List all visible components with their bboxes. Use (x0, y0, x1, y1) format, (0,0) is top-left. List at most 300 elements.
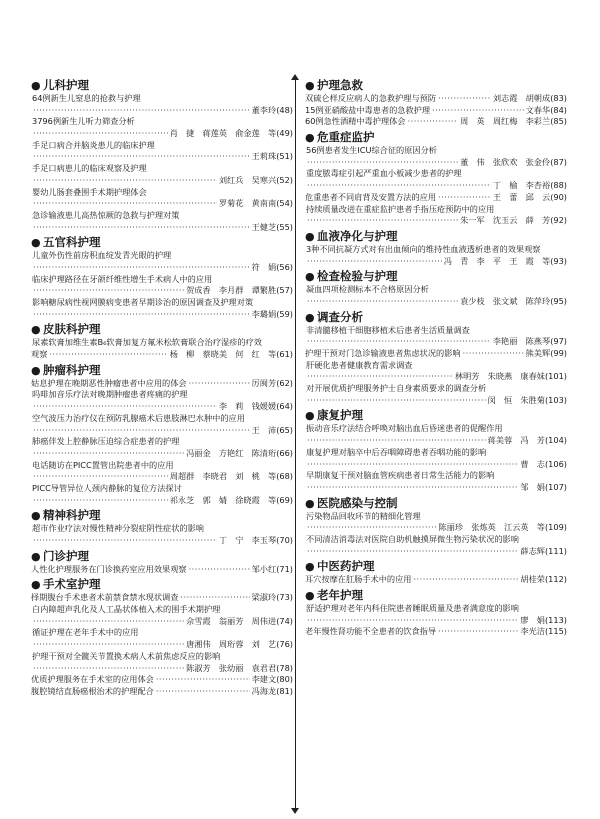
section-heading (31, 362, 293, 378)
section-heading (31, 576, 293, 592)
entry-title: 56例患者发生ICU综合征的原因分析 (306, 145, 437, 156)
toc-entry (305, 360, 567, 383)
entry-line-with-author (305, 626, 567, 638)
bullet-icon: ● (31, 79, 41, 92)
entry-title: 60例急性酒精中毒护理体会 (305, 116, 406, 127)
dot-leader (307, 371, 453, 383)
section-heading (305, 77, 567, 93)
entry-authors: 丁 宁 李玉琴 (218, 535, 277, 545)
section-heading-text: 危重症监护 (317, 130, 375, 145)
section-heading-text: 五官科护理 (43, 235, 101, 250)
entry-authors: 王莉珠 (251, 151, 277, 162)
entry-title: 3796例新生儿听力筛查分析 (32, 116, 135, 127)
entry-authors: 董 伟 张欣欢 张金伶 (460, 156, 551, 167)
dot-leader (33, 663, 184, 675)
entry-title: 手足口病患儿的临床观察及护理 (32, 163, 147, 174)
dot-leader (307, 546, 518, 558)
section-heading (305, 268, 567, 284)
entry-authors: 冯 青 李 平 王 霞 等 (443, 255, 551, 266)
toc-entry (31, 187, 293, 210)
entry-page-number: (85) (550, 116, 567, 127)
bullet-icon: ● (305, 310, 315, 324)
entry-author-line (305, 459, 567, 471)
toc-entry (31, 627, 293, 650)
entry-authors: 王健芝 (251, 221, 277, 232)
entry-page-number: (87) (550, 156, 567, 167)
entry-title: 空气波压力治疗仪在预防乳腺癌术后患肢淋巴水肿中的应用 (32, 412, 245, 423)
entry-author-line (31, 175, 293, 187)
dot-leader (33, 175, 217, 187)
entry-page-number: (81) (276, 685, 293, 696)
entry-authors: 李璐娟 (251, 308, 277, 319)
entry-authors: 刘红兵 吴寒兴 (218, 174, 277, 185)
entry-line-with-author (31, 592, 293, 604)
entry-title: 儿童外伤性前房积血绽发青光眼的护理 (32, 250, 172, 261)
bullet-icon: ● (31, 549, 41, 563)
entry-authors: 梁淑玲 (251, 592, 277, 603)
entry-title: 白内障超声乳化及人工晶状体植入术的围手术期护理 (32, 604, 221, 615)
entry-author-line (31, 222, 293, 234)
dot-leader (33, 616, 184, 628)
entry-title: 急诊输液患儿高热惊厥的急救与护理对策 (32, 209, 180, 220)
dot-leader (307, 482, 518, 494)
entry-title: 凝血四项检测标本不合格原因分析 (306, 284, 429, 295)
entry-authors: 王 蕾 邱 云 (492, 191, 551, 202)
entry-page-number: (106) (544, 458, 567, 469)
entry-line-with-author (31, 686, 293, 698)
entry-page-number: (48) (276, 104, 293, 115)
dot-leader (307, 522, 437, 534)
toc-section (305, 268, 567, 307)
dot-leader (33, 262, 250, 274)
entry-title: 循证护理在老年手术中的应用 (32, 627, 139, 638)
section-heading-text: 皮肤科护理 (43, 322, 101, 337)
entry-title: 对开展优质护理服务护士自身素质要求的调查分析 (306, 383, 487, 394)
toc-entry (31, 378, 293, 390)
dot-leader (307, 615, 518, 627)
entry-author-line (31, 401, 293, 413)
entry-author-line (305, 157, 567, 169)
entry-authors: 陈淑芳 张幼丽 袁君君 (186, 662, 277, 673)
entry-page-number: (95) (550, 295, 567, 306)
entry-author-line (305, 336, 567, 348)
toc-section (31, 77, 293, 233)
entry-authors: 朱一军 沈玉云 薛 芳 (460, 215, 551, 226)
entry-title: 早期康复干预对脑血管疾病患者日常生活能力的影响 (306, 470, 495, 481)
entry-title: 姑息护理在晚期恶性肿瘤患者中应用的体会 (31, 377, 187, 388)
dot-leader (33, 639, 184, 651)
section-heading (305, 587, 567, 603)
toc-entry (305, 534, 567, 557)
toc-entry (31, 274, 293, 297)
toc-entry (305, 93, 567, 105)
entry-line-with-author (31, 349, 293, 361)
toc-entry (31, 140, 293, 163)
entry-author-line (31, 471, 293, 483)
entry-page-number: (71) (276, 563, 293, 574)
entry-author-line (31, 309, 293, 321)
toc-entry (305, 626, 567, 638)
entry-author-line (305, 296, 567, 308)
entry-page-number: (109) (544, 522, 567, 533)
entry-authors: 杨 柳 蔡晓美 何 红 等 (169, 349, 277, 360)
entry-title: 耳穴按摩在肛肠手术中的应用 (305, 574, 412, 585)
section-heading-text: 康复护理 (317, 408, 363, 423)
toc-entry (305, 145, 567, 168)
entry-page-number: (92) (550, 215, 567, 226)
bullet-icon: ● (31, 509, 41, 523)
dot-leader (33, 285, 184, 297)
entry-authors: 冯丽金 方艳红 陈清珩 (186, 447, 277, 458)
entry-author-line (305, 180, 567, 192)
entry-authors: 佘雪霞 翁丽芳 周伟进 (186, 615, 277, 626)
entry-author-line (31, 151, 293, 163)
toc-entry (305, 574, 567, 586)
dot-leader (33, 448, 184, 460)
toc-entry (31, 564, 293, 576)
entry-authors: 陈丽珍 张炼英 江云英 等 (438, 522, 545, 533)
entry-authors: 贺成香 李月群 谭繁胜 (186, 285, 277, 296)
column-divider (295, 80, 296, 808)
dot-leader (33, 471, 168, 483)
toc-entry (305, 511, 567, 534)
entry-page-number: (61) (276, 349, 293, 360)
entry-page-number: (65) (276, 424, 293, 435)
entry-page-number: (64) (276, 401, 293, 412)
entry-author-line (31, 639, 293, 651)
toc-entry (31, 163, 293, 186)
entry-authors: 李艳丽 陈燕琴 (492, 336, 551, 347)
section-heading (305, 309, 567, 325)
bullet-icon: ● (305, 496, 315, 510)
dot-leader (33, 105, 250, 117)
toc-section (305, 129, 567, 227)
entry-authors: 闵 恒 朱胜菊 (487, 394, 545, 405)
toc-entry (31, 389, 293, 412)
entry-title: 婴幼儿肠套叠围手术期护理体会 (32, 186, 147, 197)
entry-author-line (31, 663, 293, 675)
toc-entry (305, 168, 567, 191)
section-heading-text: 护理急救 (317, 78, 363, 92)
bullet-icon: ● (31, 236, 41, 250)
toc-section (305, 228, 567, 267)
entry-title: 危重患者不同肩背及安置方法的应用 (305, 191, 437, 202)
entry-page-number: (113) (544, 614, 567, 625)
dot-leader (156, 686, 250, 698)
entry-page-number: (55) (276, 221, 293, 232)
dot-leader (307, 459, 518, 471)
toc-section (305, 407, 567, 493)
dot-leader (307, 256, 442, 268)
bullet-icon: ● (31, 578, 41, 592)
toc-section (31, 507, 293, 546)
entry-author-line (31, 262, 293, 274)
entry-authors: 刘志霞 胡朝成 (492, 93, 551, 103)
entry-title: 老年慢性肾功能不全患者的饮食指导 (305, 626, 437, 637)
entry-page-number: (57) (276, 285, 293, 296)
entry-line-with-author (31, 674, 293, 686)
dot-leader (33, 198, 217, 210)
toc-entry (31, 651, 293, 674)
entry-author-line (305, 395, 567, 407)
toc-entry (31, 460, 293, 483)
entry-author-line (31, 495, 293, 507)
entry-page-number: (83) (550, 93, 567, 103)
entry-authors: 曹 志 (520, 458, 545, 469)
toc-section (31, 321, 293, 360)
entry-page-number: (101) (544, 371, 567, 382)
entry-title: 舒适护理对老年内科住院患者睡眠质量及患者满意度的影响 (306, 603, 519, 613)
section-heading-text: 手术室护理 (43, 577, 101, 592)
toc-entry (31, 297, 293, 320)
section-heading-text: 老年护理 (317, 588, 363, 602)
entry-title: 影响糖尿病性视网膜病变患者早期诊治的原因调查及护理对策 (32, 297, 254, 307)
entry-page-number: (90) (550, 191, 567, 202)
dot-leader (438, 626, 518, 638)
entry-authors: 文春华 (525, 104, 551, 115)
entry-page-number: (107) (544, 481, 567, 492)
dot-leader (33, 309, 250, 321)
entry-page-number: (84) (550, 104, 567, 115)
toc-entry (31, 686, 293, 698)
entry-title: 手足口病合并脑炎患儿的临床护理 (32, 139, 155, 150)
entry-authors: 薛志辉 (520, 545, 545, 556)
entry-line-with-author (305, 574, 567, 586)
entry-page-number: (56) (276, 261, 293, 272)
entry-authors: 周 英 周红梅 李彩兰 (460, 116, 551, 127)
entry-line-with-author (31, 378, 293, 390)
dot-leader (33, 401, 217, 413)
dot-leader (33, 128, 168, 140)
entry-author-line (31, 105, 293, 117)
entry-page-number: (52) (276, 174, 293, 185)
entry-page-number: (93) (550, 255, 567, 266)
toc-section (31, 234, 293, 320)
toc-entry (305, 116, 567, 128)
entry-authors: 唐湘伟 周珩蓉 刘 艺 (186, 639, 277, 650)
section-heading (305, 407, 567, 423)
dot-leader (189, 564, 250, 576)
entry-author-line (305, 371, 567, 383)
entry-authors: 王 沛 (251, 424, 277, 435)
bullet-icon: ● (305, 589, 315, 602)
entry-authors: 林明芳 朱晓燕 康春妹 (454, 371, 545, 382)
divider-arrow-down-icon (291, 808, 299, 814)
entry-line-with-author (305, 116, 567, 128)
entry-title: 污染物品回收环节的精细化管理 (306, 510, 421, 521)
entry-title: 康复护理对脑卒中后吞咽障碍患者吞咽功能的影响 (306, 446, 487, 457)
section-heading (305, 228, 567, 244)
entry-authors: 邹小红 (251, 563, 277, 574)
section-heading (31, 77, 293, 93)
entry-title: 肝硬化患者健康教育需求调查 (306, 359, 413, 370)
section-heading-text: 检查检验与护理 (317, 269, 398, 284)
toc-entry (31, 604, 293, 627)
entry-line-with-author (31, 564, 293, 576)
section-heading-text: 精神科护理 (43, 508, 101, 523)
entry-title: 重度脓毒症引起严重血小板减少患者的护理 (306, 168, 462, 179)
entry-title: PICC导管异位人颈内静脉的复位方法探讨 (32, 482, 182, 493)
dot-leader (438, 192, 491, 204)
dot-leader (413, 574, 518, 586)
toc-entry (305, 325, 567, 348)
entry-page-number: (51) (276, 151, 293, 162)
dot-leader (307, 296, 458, 308)
entry-page-number: (78) (276, 662, 293, 673)
dot-leader (432, 105, 524, 117)
section-heading (31, 321, 293, 337)
toc-entry (31, 523, 293, 546)
entry-authors: 邹 娟 (520, 481, 545, 492)
entry-line-with-author (305, 192, 567, 204)
entry-page-number: (74) (276, 615, 293, 626)
entry-title: 人性化护理服务在门诊换药室应用效果观察 (31, 563, 187, 574)
toc-entry (305, 192, 567, 204)
entry-author-line (305, 546, 567, 558)
entry-page-number: (66) (276, 447, 293, 458)
section-heading (31, 548, 293, 564)
toc-entry (305, 244, 567, 267)
entry-author-line (31, 425, 293, 437)
dot-leader (33, 425, 250, 437)
section-heading-text: 血液净化与护理 (317, 228, 398, 243)
dot-leader (307, 157, 458, 169)
section-heading-text: 医院感染与控制 (317, 495, 398, 510)
toc-entry (31, 210, 293, 233)
entry-authors: 厉闽芳 (251, 377, 277, 388)
entry-title: 电话随访在PICC置管出院患者中的应用 (32, 459, 174, 470)
section-heading-text: 门诊护理 (43, 548, 89, 563)
entry-author-line (305, 615, 567, 627)
entry-author-line (31, 198, 293, 210)
toc-entry (31, 592, 293, 604)
entry-line-with-author (305, 93, 567, 105)
toc-column-left (31, 76, 293, 698)
toc-section (31, 548, 293, 576)
toc-entry (305, 423, 567, 446)
entry-page-number: (68) (276, 471, 293, 482)
dot-leader (307, 435, 486, 447)
entry-page-number: (88) (550, 180, 567, 191)
toc-entry (31, 250, 293, 273)
entry-page-number: (80) (276, 674, 293, 685)
dot-leader (33, 495, 168, 507)
entry-title: 观察 (31, 349, 48, 360)
dot-leader (307, 215, 458, 227)
entry-title: 临床护理路径在牙颌纤维性增生手术病人中的应用 (32, 273, 213, 284)
toc-entry (305, 348, 567, 360)
entry-title: 护理干预对门急诊输液患者焦虑状况的影响 (305, 348, 461, 358)
bullet-icon: ● (305, 229, 315, 243)
bullet-icon: ● (305, 131, 315, 145)
entry-author-line (305, 522, 567, 534)
entry-author-line (31, 616, 293, 628)
toc-section (305, 587, 567, 638)
section-heading (31, 507, 293, 523)
dot-leader (156, 674, 250, 686)
entry-author-line (305, 482, 567, 494)
entry-page-number: (54) (276, 198, 293, 209)
section-heading (31, 234, 293, 250)
toc-section (305, 77, 567, 128)
entry-line-with-author (305, 105, 567, 117)
entry-page-number: (111) (544, 545, 567, 556)
entry-page-number: (103) (544, 394, 567, 405)
dot-leader (307, 395, 486, 407)
entry-page-number: (76) (276, 639, 293, 650)
bullet-icon: ● (305, 409, 315, 423)
toc-entry (31, 436, 293, 459)
entry-title: 15例亚硝酸盐中毒患者的急救护理 (305, 104, 431, 115)
section-heading-text: 中医药护理 (317, 559, 375, 574)
entry-authors: 胡桂荣 (520, 574, 545, 585)
entry-title: 3种不同抗凝方式对有出血倾向的维持性血液透析患者的效果观察 (306, 243, 541, 254)
dot-leader (438, 93, 491, 105)
section-heading-text: 调查分析 (317, 309, 363, 324)
entry-authors: 熊美辉 (525, 348, 551, 358)
toc-section (31, 576, 293, 697)
dot-leader (407, 116, 458, 128)
bullet-icon: ● (305, 560, 315, 574)
entry-title: 腹腔镜结直肠癌根治术的护理配合 (31, 685, 154, 696)
section-heading (305, 558, 567, 574)
entry-author-line (31, 535, 293, 547)
entry-page-number: (59) (276, 308, 293, 319)
section-heading (305, 129, 567, 145)
entry-author-line (305, 435, 567, 447)
entry-title: 护理干预对全髋关节置换术病人术前焦虑反应的影响 (32, 650, 221, 661)
entry-page-number: (97) (550, 336, 567, 347)
toc-entry (305, 105, 567, 117)
toc-entry (31, 413, 293, 436)
entry-title: 超市作业疗法对慢性精神分裂症阴性症状的影响 (32, 523, 204, 534)
dot-leader (49, 349, 167, 361)
entry-title: 64例新生儿窒息的抢救与护理 (32, 93, 141, 103)
dot-leader (33, 535, 217, 547)
entry-page-number: (112) (544, 574, 567, 585)
toc-entry (305, 204, 567, 227)
dot-leader (463, 348, 524, 360)
bullet-icon: ● (31, 363, 41, 377)
bullet-icon: ● (305, 79, 315, 92)
dot-leader (33, 151, 250, 163)
entry-authors: 肖 捷 蒋莲英 俞金莲 等 (169, 128, 277, 139)
toc-entry (31, 93, 293, 116)
entry-title: 非清髓移植干细胞移植术后患者生活质量调查 (306, 324, 470, 335)
entry-title: 吗啡加音乐疗法对晚期肿瘤患者疼痛的护理 (32, 389, 188, 400)
entry-author-line (305, 215, 567, 227)
toc-entry (31, 674, 293, 686)
entry-page-number: (115) (544, 626, 567, 637)
entry-page-number: (69) (276, 494, 293, 505)
entry-authors: 罗菊花 黄南南 (218, 198, 277, 209)
entry-page-number: (104) (544, 435, 567, 446)
bullet-icon: ● (305, 270, 315, 284)
entry-title: 持续质量改进在重症监护患者手指压疮预防中的应用 (306, 203, 495, 214)
toc-column-right (305, 76, 567, 638)
dot-leader (33, 222, 250, 234)
entry-title: 振动音乐疗法结合呼唤对脑出血后昏迷患者的促醒作用 (306, 423, 503, 434)
entry-authors: 丁 榆 李杏裕 (492, 180, 551, 191)
toc-entry (305, 470, 567, 493)
entry-title: 不同清洁消毒法对医院自助机触摸屏微生物污染状况的影响 (306, 533, 519, 544)
entry-page-number: (49) (276, 128, 293, 139)
toc-entry (31, 337, 293, 360)
entry-authors: 袁少枝 张文斌 陈萍玲 (460, 295, 551, 306)
section-heading-text: 儿科护理 (43, 78, 89, 92)
toc-entry (31, 483, 293, 506)
entry-author-line (305, 256, 567, 268)
